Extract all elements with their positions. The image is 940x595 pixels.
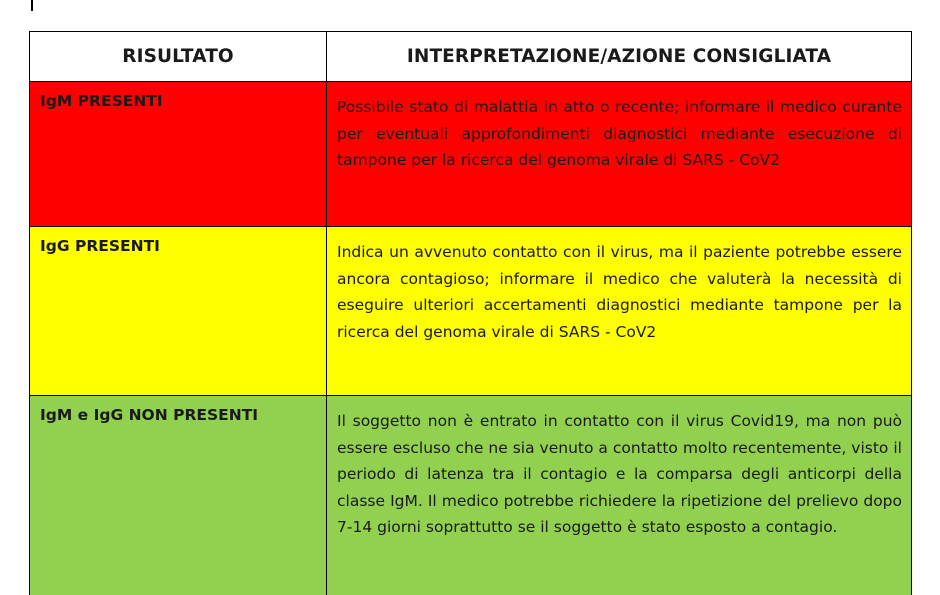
header-interpretation: INTERPRETAZIONE/AZIONE CONSIGLIATA [327, 32, 912, 82]
result-interpretation-table [29, 31, 912, 595]
result-cell: IgM e IgG NON PRESENTI [30, 396, 327, 595]
result-cell: IgG PRESENTI [30, 227, 327, 396]
table-row-igg [30, 227, 912, 396]
header-result: RISULTATO [30, 32, 327, 82]
result-cell: IgM PRESENTI [30, 82, 327, 227]
table-row-igm [30, 82, 912, 227]
interpretation-cell: Il soggetto non è entrato in contatto con il virus Covid19, ma non può essere escluso che ne sia venuto a contatto molto recentemente, visto il periodo di latenza tra il contagio e la comparsa degli anticorpi della classe IgM. Il medico potrebbe richiedere la ripetizione del prelievo dopo 7-14 giorni soprattutto se il soggetto è stato esposto a contagio. [327, 396, 912, 595]
interpretation-cell: Possibile stato di malattia in atto o recente; informare il medico curante per eventuali approfondimenti diagnostici mediante esecuzione di tampone per la ricerca del genoma virale di SARS - CoV2 [327, 82, 912, 227]
table-header-row [30, 32, 912, 82]
table-row-none [30, 396, 912, 595]
text-cursor [31, 0, 33, 11]
interpretation-cell: Indica un avvenuto contatto con il virus, ma il paziente potrebbe essere ancora contagioso; informare il medico che valuterà la necessità di eseguire ulteriori accertamenti diagnostici mediante tampone per la ricerca del genoma virale di SARS - CoV2 [327, 227, 912, 396]
